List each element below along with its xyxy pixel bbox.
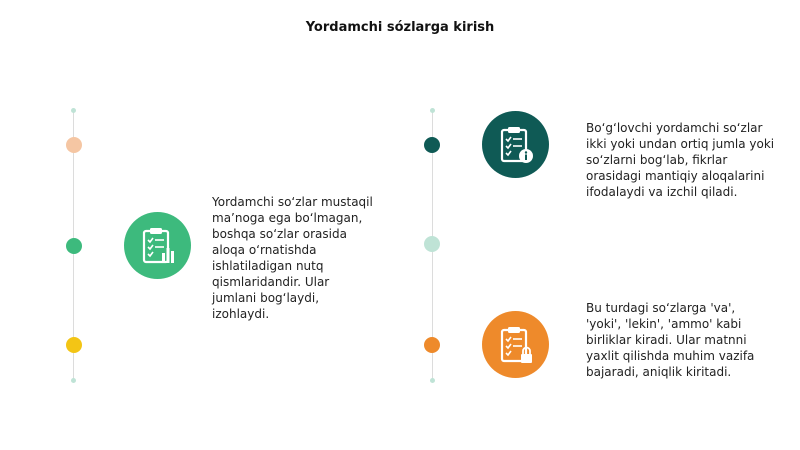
left-timeline-dot-green	[66, 238, 82, 254]
clipboard-chart-icon	[124, 212, 191, 279]
right-timeline-bottom-cap	[430, 378, 435, 383]
clipboard-info-icon	[482, 111, 549, 178]
item-text-examples: Bu turdagi so‘zlarga 'va', 'yoki', 'lekin', 'ammo' kabi birliklar kiradi. Ular matnni yaxlit qilishda muhim vazifa bajaradi, aniqlik kiritadi.	[586, 301, 755, 379]
left-timeline-dot-peach	[66, 137, 82, 153]
left-timeline-dot-yellow	[66, 337, 82, 353]
item-text-intro: Yordamchi so‘zlar mustaqil ma’noga ega bo‘lmagan, boshqa so‘zlar orasida aloqa o‘rnatishda ishlatiladigan nutq qismlaridandir. Ular jumlani bog‘laydi, izohlaydi.	[212, 195, 373, 321]
right-timeline-dot-orange	[424, 337, 440, 353]
right-timeline-dot-mint	[424, 236, 440, 252]
page-title: Yordamchi sózlarga kirish	[305, 20, 495, 35]
left-timeline-top-cap	[71, 108, 76, 113]
item-text-conjunctions: Bo‘g‘lovchi yordamchi so‘zlar ikki yoki undan ortiq jumla yoki so‘zlarni bog‘lab, fikrlar orasidagi mantiqiy aloqalarini ifodalaydi va izchil qiladi.	[586, 121, 775, 199]
clipboard-lock-icon	[482, 311, 549, 378]
right-timeline-dot-teal	[424, 137, 440, 153]
right-timeline-top-cap	[430, 108, 435, 113]
left-timeline-bottom-cap	[71, 378, 76, 383]
